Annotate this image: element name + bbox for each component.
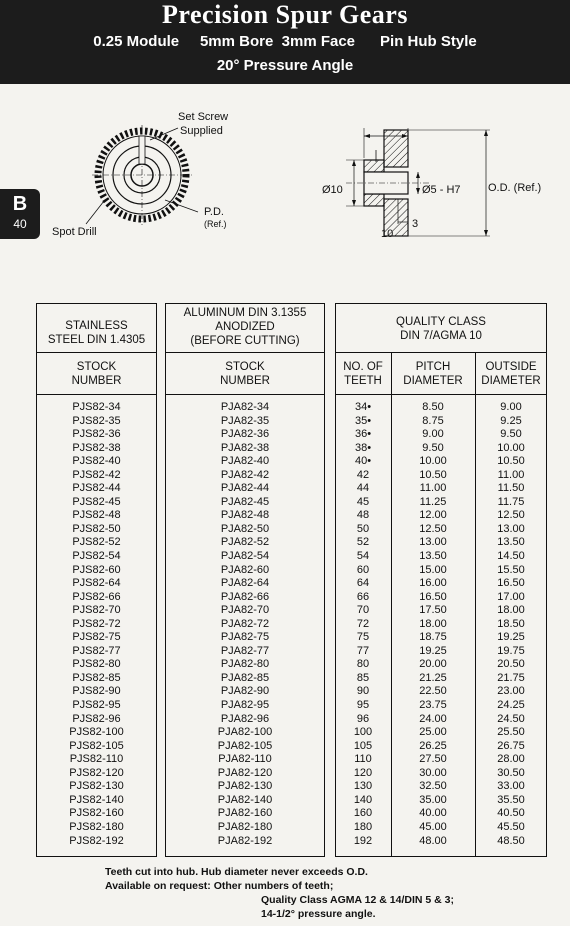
stainless-stock-cell: PJS82-70 — [72, 604, 121, 617]
teeth-cell: 72 — [356, 617, 370, 630]
stainless-stock-cell: PJS82-34 — [72, 401, 121, 413]
section-letter: B — [12, 193, 28, 215]
outside-diameter-column — [475, 401, 547, 848]
aluminum-stock-cell: PJA82-48 — [220, 509, 270, 522]
aluminum-stock-cell: PJA82-85 — [220, 671, 270, 684]
stainless-stock-cell: PJS82-60 — [72, 563, 121, 576]
stainless-stock-cell: PJS82-160 — [69, 807, 124, 820]
aluminum-stock-cell: PJA82-72 — [220, 617, 270, 630]
teeth-cell: 40• — [354, 455, 372, 468]
footnote-quality: Quality Class AGMA 12 & 14/DIN 5 & 3; — [261, 894, 454, 906]
quality-class-header: QUALITY CLASS DIN 7/AGMA 10 — [396, 316, 486, 342]
aluminum-stock-cell: PJA82-45 — [220, 495, 270, 508]
stainless-stock-cell: PJS82-36 — [72, 428, 121, 441]
aluminum-stock-cell: PJA82-44 — [220, 482, 270, 495]
teeth-cell: 75 — [356, 631, 370, 644]
stainless-stock-cell: PJS82-180 — [69, 820, 124, 833]
teeth-cell: 140 — [353, 793, 373, 806]
pitch-diameter-cell: 24.00 — [419, 712, 447, 725]
aluminum-stock-cell: PJA82-105 — [217, 739, 273, 752]
outside-diameter-cell: 48.50 — [497, 834, 525, 847]
teeth-cell: 66 — [356, 590, 370, 603]
stainless-stock-cell: PJS82-64 — [72, 577, 121, 590]
pitch-diameter-cell: 12.50 — [419, 522, 447, 535]
teeth-cell: 100 — [353, 726, 373, 739]
outside-diameter-cell: 23.00 — [497, 685, 525, 698]
outside-diameter-cell: 13.00 — [497, 522, 525, 535]
stainless-stock-cell: PJS82-54 — [72, 550, 121, 563]
outside-diameter-cell: 14.50 — [497, 550, 525, 563]
pitch-diameter-cell: 22.50 — [419, 685, 447, 698]
outside-diameter-cell: 19.25 — [497, 631, 525, 644]
stainless-stock-cell: PJS82-72 — [72, 617, 121, 630]
aluminum-stock-cell: PJA82-80 — [220, 658, 270, 671]
outside-diameter-cell: 9.50 — [500, 428, 522, 441]
stainless-stock-cell: PJS82-95 — [72, 699, 121, 712]
outside-diameter-cell: 11.00 — [497, 468, 525, 481]
pitch-diameter-cell: 23.75 — [419, 699, 447, 712]
pitch-diameter-cell: 32.50 — [419, 780, 447, 793]
aluminum-stock-cell: PJA82-130 — [217, 780, 273, 793]
stainless-stock-cell: PJS82-48 — [72, 509, 121, 522]
pitch-diameter-cell: 9.00 — [422, 428, 444, 441]
stainless-stock-cell: PJS82-66 — [72, 590, 121, 603]
outside-diameter-cell: 24.25 — [497, 699, 525, 712]
divider — [165, 352, 325, 353]
aluminum-stock-cell: PJA82-66 — [220, 590, 270, 603]
pitch-diameter-cell: 20.00 — [419, 658, 447, 671]
pitch-diameter-cell: 15.00 — [419, 563, 447, 576]
stainless-stock-cell: PJS82-100 — [69, 726, 124, 739]
spec-line-1: 0.25 Module 5mm Bore 3mm Face Pin Hub Style — [93, 33, 477, 50]
teeth-cell: 50 — [356, 522, 370, 535]
divider — [165, 394, 325, 395]
outside-diameter-cell: 9.00 — [500, 401, 522, 413]
divider — [36, 394, 157, 395]
stainless-header: STAINLESS STEEL DIN 1.4305 — [47, 320, 146, 346]
aluminum-stock-cell: PJA82-90 — [220, 685, 270, 698]
stainless-stock-cell: PJS82-96 — [72, 712, 121, 725]
pitch-diameter-cell: 25.00 — [419, 726, 447, 739]
gear-table — [0, 300, 570, 860]
pitch-diameter-cell: 9.50 — [422, 441, 444, 454]
pitch-diameter-cell: 16.50 — [419, 590, 447, 603]
stainless-stock-cell: PJS82-110 — [69, 753, 124, 766]
outside-diameter-cell: 33.00 — [497, 780, 525, 793]
teeth-cell: 38• — [354, 441, 372, 454]
stainless-stock-cell: PJS82-77 — [72, 644, 121, 657]
teeth-cell: 95 — [356, 699, 370, 712]
stainless-stock-cell: PJS82-105 — [69, 739, 124, 752]
aluminum-stock-cell: PJA82-50 — [220, 522, 270, 535]
teeth-cell: 35• — [354, 414, 372, 427]
stainless-stock-cell: PJS82-45 — [72, 495, 121, 508]
aluminum-stock-cell: PJA82-70 — [220, 604, 270, 617]
aluminum-stock-cell: PJA82-54 — [220, 550, 270, 563]
pitch-diameter-cell: 10.00 — [419, 455, 447, 468]
outside-diameter-cell: 10.50 — [497, 455, 525, 468]
pitch-diameter-cell: 8.50 — [422, 401, 444, 413]
outside-diameter-cell: 10.00 — [497, 441, 525, 454]
outside-diameter-cell: 40.50 — [497, 807, 525, 820]
outside-diameter-cell: 18.50 — [497, 617, 525, 630]
stainless-stock-cell: PJS82-192 — [69, 834, 124, 847]
pitch-diameter-cell: 13.50 — [419, 550, 447, 563]
pitch-diameter-cell: 12.00 — [419, 509, 447, 522]
gear-front-view — [86, 125, 198, 225]
outside-diameter-cell: 24.50 — [497, 712, 525, 725]
aluminum-stock-cell: PJA82-110 — [218, 753, 272, 766]
teeth-cell: 36• — [354, 428, 372, 441]
od-ref-label: O.D. (Ref.) — [488, 182, 542, 194]
stainless-stock-cell: PJS82-130 — [69, 780, 124, 793]
set-screw-label: Set Screw — [178, 111, 229, 123]
pitch-diameter-cell: 21.25 — [419, 671, 447, 684]
pitch-diameter-column — [391, 401, 475, 848]
aluminum-stock-cell: PJA82-120 — [217, 766, 273, 779]
outside-diameter-cell: 35.50 — [497, 793, 525, 806]
pitch-diameter-cell: 13.00 — [419, 536, 447, 549]
teeth-cell: 105 — [353, 739, 373, 752]
face-width: 3 — [412, 218, 419, 230]
aluminum-stock-cell: PJA82-34 — [220, 401, 270, 413]
spec-line-2: 20° Pressure Angle — [216, 57, 354, 74]
outside-diameter-cell: 16.50 — [497, 577, 525, 590]
header-banner — [0, 0, 570, 84]
outside-diameter-header: OUTSIDE DIAMETER — [481, 361, 541, 387]
aluminum-stock-cell: PJA82-42 — [220, 468, 270, 481]
teeth-cell: 80 — [356, 658, 370, 671]
stainless-stock-cell: PJS82-80 — [72, 658, 121, 671]
teeth-cell: 52 — [356, 536, 370, 549]
aluminum-stock-cell: PJA82-60 — [220, 563, 270, 576]
teeth-cell: 70 — [356, 604, 370, 617]
teeth-cell: 90 — [356, 685, 370, 698]
aluminum-stock-cell: PJA82-192 — [217, 834, 273, 847]
pitch-diameter-cell: 18.75 — [419, 631, 447, 644]
outside-diameter-cell: 13.50 — [497, 536, 525, 549]
aluminum-stock-cell: PJA82-96 — [220, 712, 270, 725]
teeth-cell: 45 — [356, 495, 370, 508]
stock-number-ss-header: STOCK NUMBER — [71, 361, 122, 387]
pitch-diameter-cell: 26.25 — [419, 739, 447, 752]
teeth-cell: 120 — [353, 766, 373, 779]
stock-number-al-header: STOCK NUMBER — [220, 361, 270, 387]
outside-diameter-cell: 25.50 — [497, 726, 525, 739]
outside-diameter-cell: 21.75 — [497, 671, 525, 684]
aluminum-stock-cell: PJA82-180 — [217, 820, 273, 833]
pitch-diameter-cell: 8.75 — [422, 414, 444, 427]
aluminum-stock-column — [165, 401, 325, 848]
stainless-stock-cell: PJS82-140 — [69, 793, 124, 806]
page-title: Precision Spur Gears — [162, 0, 408, 29]
teeth-cell: 44 — [356, 482, 370, 495]
pitch-diameter-cell: 30.00 — [419, 766, 447, 779]
teeth-cell: 160 — [353, 807, 373, 820]
teeth-cell: 60 — [356, 563, 370, 576]
stainless-stock-cell: PJS82-40 — [72, 455, 121, 468]
teeth-cell: 180 — [353, 820, 373, 833]
outside-diameter-cell: 30.50 — [497, 766, 525, 779]
aluminum-stock-cell: PJA82-100 — [217, 726, 273, 739]
aluminum-stock-cell: PJA82-77 — [220, 644, 270, 657]
outside-diameter-cell: 17.00 — [497, 590, 525, 603]
teeth-cell: 42 — [356, 468, 370, 481]
aluminum-stock-cell: PJA82-52 — [220, 536, 270, 549]
teeth-cell: 64 — [356, 577, 370, 590]
teeth-cell: 48 — [356, 509, 370, 522]
page-number: 40 — [13, 217, 27, 231]
pitch-diameter-cell: 45.00 — [419, 820, 447, 833]
pitch-diameter-cell: 11.25 — [419, 495, 447, 508]
stainless-stock-cell: PJS82-52 — [72, 536, 121, 549]
pitch-diameter-cell: 19.25 — [419, 644, 447, 657]
aluminum-stock-cell: PJA82-64 — [220, 577, 270, 590]
aluminum-stock-cell: PJA82-40 — [220, 455, 270, 468]
outside-diameter-cell: 19.75 — [497, 644, 525, 657]
footnote-hub: Teeth cut into hub. Hub diameter never exceeds O.D. — [105, 866, 368, 878]
pitch-diameter-header: PITCH DIAMETER — [403, 361, 463, 387]
aluminum-stock-cell: PJA82-36 — [220, 428, 270, 441]
teeth-cell: 130 — [353, 780, 373, 793]
pitch-diameter-cell: 27.50 — [419, 753, 447, 766]
teeth-cell: 77 — [356, 644, 370, 657]
outside-diameter-cell: 45.50 — [497, 820, 525, 833]
aluminum-header: ALUMINUM DIN 3.1355 ANODIZED (BEFORE CUTTING) — [183, 307, 307, 347]
pitch-diameter-cell: 35.00 — [419, 793, 447, 806]
pitch-diameter-cell: 16.00 — [419, 577, 447, 590]
aluminum-stock-cell: PJA82-75 — [220, 631, 270, 644]
aluminum-stock-cell: PJA82-160 — [217, 807, 273, 820]
stainless-stock-cell: PJS82-75 — [72, 631, 121, 644]
bore-diameter: Ø5 - H7 — [422, 184, 461, 196]
outside-diameter-cell: 28.00 — [497, 753, 525, 766]
teeth-cell: 192 — [353, 834, 373, 847]
outside-diameter-cell: 26.75 — [497, 739, 525, 752]
aluminum-stock-cell: PJA82-95 — [220, 699, 270, 712]
divider — [335, 394, 547, 395]
width-dimension: 10 — [381, 228, 394, 240]
pitch-diameter-cell: 18.00 — [419, 617, 447, 630]
gear-drawing — [0, 100, 570, 250]
aluminum-stock-cell: PJA82-35 — [220, 414, 270, 427]
supplied-label: Supplied — [180, 125, 223, 137]
teeth-cell: 96 — [356, 712, 370, 725]
outside-diameter-cell: 18.00 — [497, 604, 525, 617]
stainless-stock-cell: PJS82-120 — [69, 766, 124, 779]
divider — [335, 352, 547, 353]
footnote-available: Available on request: Other numbers of teeth; — [105, 880, 334, 892]
stainless-stock-column — [36, 401, 157, 848]
outside-diameter-cell: 9.25 — [500, 414, 522, 427]
stainless-stock-cell: PJS82-42 — [72, 468, 121, 481]
pitch-diameter-cell: 10.50 — [419, 468, 447, 481]
teeth-column — [335, 401, 391, 848]
stainless-stock-cell: PJS82-90 — [72, 685, 121, 698]
aluminum-stock-cell: PJA82-38 — [220, 441, 270, 454]
hub-diameter: Ø10 — [322, 184, 343, 196]
stainless-stock-cell: PJS82-85 — [72, 671, 121, 684]
outside-diameter-cell: 11.75 — [497, 495, 525, 508]
stainless-stock-cell: PJS82-44 — [72, 482, 121, 495]
stainless-stock-cell: PJS82-50 — [72, 522, 121, 535]
pd-label: P.D. — [204, 206, 224, 218]
teeth-cell: 110 — [354, 753, 372, 766]
pitch-diameter-cell: 17.50 — [419, 604, 447, 617]
footnote-pressure-angle: 14-1/2° pressure angle. — [261, 908, 376, 920]
pitch-diameter-cell: 11.00 — [419, 482, 447, 495]
stainless-stock-cell: PJS82-38 — [72, 441, 121, 454]
outside-diameter-cell: 20.50 — [497, 658, 525, 671]
pitch-diameter-cell: 48.00 — [419, 834, 447, 847]
outside-diameter-cell: 15.50 — [497, 563, 525, 576]
teeth-cell: 54 — [356, 550, 370, 563]
outside-diameter-cell: 12.50 — [497, 509, 525, 522]
pitch-diameter-cell: 40.00 — [419, 807, 447, 820]
outside-diameter-cell: 11.50 — [497, 482, 525, 495]
pd-ref-label: (Ref.) — [204, 219, 227, 229]
teeth-cell: 85 — [356, 671, 370, 684]
divider — [36, 352, 157, 353]
teeth-header: NO. OF TEETH — [343, 361, 383, 387]
teeth-cell: 34• — [354, 401, 372, 413]
aluminum-stock-cell: PJA82-140 — [217, 793, 273, 806]
spot-drill-label: Spot Drill — [52, 226, 97, 238]
stainless-stock-cell: PJS82-35 — [72, 414, 121, 427]
